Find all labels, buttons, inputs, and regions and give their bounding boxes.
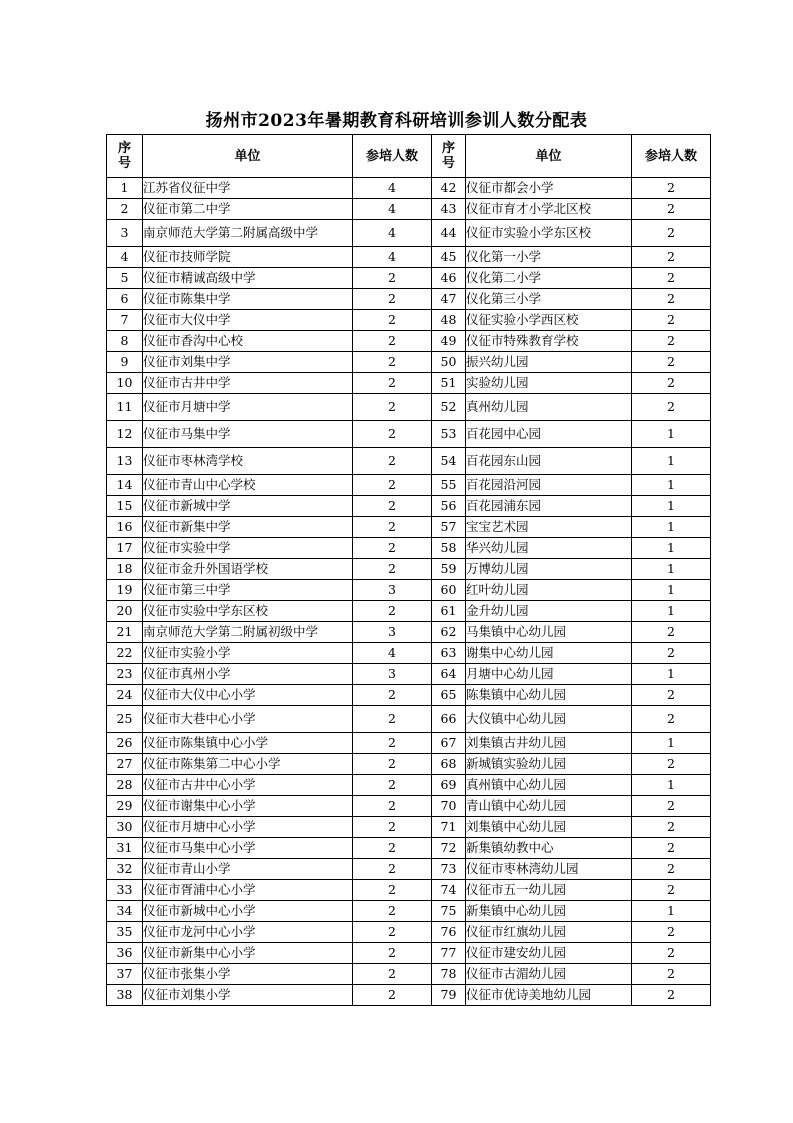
header-seq	[107, 135, 143, 178]
cell-seq: 73	[432, 859, 466, 880]
table-row	[107, 685, 711, 706]
cell-unit: 实验幼儿园	[466, 373, 632, 394]
cell-count: 2	[353, 796, 432, 817]
cell-seq: 43	[432, 199, 466, 220]
cell-count: 3	[353, 664, 432, 685]
cell-unit: 仪征市实验中学东区校	[143, 601, 353, 622]
cell-count: 2	[632, 817, 711, 838]
cell-unit: 南京师范大学第二附属初级中学	[143, 622, 353, 643]
cell-seq: 24	[107, 685, 143, 706]
table-row	[107, 268, 711, 289]
table-row	[107, 496, 711, 517]
cell-count: 1	[632, 601, 711, 622]
cell-unit: 真州幼儿园	[466, 394, 632, 421]
cell-unit: 月塘中心幼儿园	[466, 664, 632, 685]
cell-seq: 67	[432, 733, 466, 754]
cell-count: 2	[353, 517, 432, 538]
cell-unit: 仪征市青山中心学校	[143, 475, 353, 496]
cell-count: 2	[353, 601, 432, 622]
cell-seq: 30	[107, 817, 143, 838]
table-row	[107, 859, 711, 880]
cell-count: 2	[632, 331, 711, 352]
cell-unit: 仪征市马集中学	[143, 421, 353, 448]
cell-count: 2	[353, 880, 432, 901]
cell-seq: 78	[432, 964, 466, 985]
cell-count: 2	[353, 475, 432, 496]
cell-seq: 14	[107, 475, 143, 496]
cell-unit: 仪征市育才小学北区校	[466, 199, 632, 220]
cell-seq: 75	[432, 901, 466, 922]
cell-unit: 仪征市陈集镇中心小学	[143, 733, 353, 754]
cell-count: 2	[632, 622, 711, 643]
cell-unit: 仪征市新城中心小学	[143, 901, 353, 922]
cell-unit: 仪征市刘集中学	[143, 352, 353, 373]
cell-unit: 仪征市月塘中学	[143, 394, 353, 421]
cell-seq: 5	[107, 268, 143, 289]
cell-count: 2	[353, 817, 432, 838]
cell-unit: 江苏省仪征中学	[143, 178, 353, 199]
cell-seq: 48	[432, 310, 466, 331]
cell-unit: 仪征市优诗美地幼儿园	[466, 985, 632, 1006]
cell-seq: 60	[432, 580, 466, 601]
table-row	[107, 247, 711, 268]
cell-count: 1	[632, 517, 711, 538]
header-seq-top: 序	[117, 141, 131, 156]
cell-count: 2	[632, 880, 711, 901]
cell-seq: 11	[107, 394, 143, 421]
header-seq-bottom: 号	[441, 156, 455, 171]
cell-seq: 18	[107, 559, 143, 580]
cell-unit: 仪征市枣林湾幼儿园	[466, 859, 632, 880]
cell-count: 2	[632, 964, 711, 985]
table-row	[107, 289, 711, 310]
cell-count: 2	[353, 289, 432, 310]
cell-count: 2	[632, 685, 711, 706]
cell-seq: 44	[432, 220, 466, 247]
cell-unit: 新集镇幼教中心	[466, 838, 632, 859]
cell-seq: 35	[107, 922, 143, 943]
cell-unit: 仪征市龙河中心小学	[143, 922, 353, 943]
cell-unit: 仪征市都会小学	[466, 178, 632, 199]
cell-seq: 36	[107, 943, 143, 964]
table-row	[107, 985, 711, 1006]
table-row	[107, 331, 711, 352]
cell-count: 2	[632, 706, 711, 733]
cell-unit: 仪征市第二中学	[143, 199, 353, 220]
cell-unit: 仪征市大仪中学	[143, 310, 353, 331]
cell-unit: 仪征市枣林湾学校	[143, 448, 353, 475]
cell-unit: 百花园东山园	[466, 448, 632, 475]
cell-unit: 仪征市第三中学	[143, 580, 353, 601]
cell-count: 4	[353, 643, 432, 664]
table-row	[107, 559, 711, 580]
cell-seq: 79	[432, 985, 466, 1006]
cell-count: 1	[632, 538, 711, 559]
cell-count: 2	[353, 922, 432, 943]
cell-unit: 仪征市青山小学	[143, 859, 353, 880]
header-seq-top: 序	[441, 141, 455, 156]
cell-unit: 宝宝艺术园	[466, 517, 632, 538]
cell-seq: 25	[107, 706, 143, 733]
cell-unit: 新集镇中心幼儿园	[466, 901, 632, 922]
cell-seq: 17	[107, 538, 143, 559]
cell-count: 1	[632, 421, 711, 448]
cell-seq: 49	[432, 331, 466, 352]
cell-unit: 仪征市特殊教育学校	[466, 331, 632, 352]
table-row	[107, 964, 711, 985]
cell-count: 2	[632, 754, 711, 775]
cell-unit: 仪征市五一幼儿园	[466, 880, 632, 901]
cell-count: 1	[632, 448, 711, 475]
cell-count: 2	[353, 331, 432, 352]
cell-count: 2	[353, 538, 432, 559]
cell-seq: 7	[107, 310, 143, 331]
cell-count: 2	[353, 310, 432, 331]
table-row	[107, 580, 711, 601]
cell-unit: 刘集镇中心幼儿园	[466, 817, 632, 838]
cell-count: 2	[632, 178, 711, 199]
cell-unit: 仪征市刘集小学	[143, 985, 353, 1006]
cell-seq: 19	[107, 580, 143, 601]
cell-seq: 50	[432, 352, 466, 373]
cell-seq: 15	[107, 496, 143, 517]
table-row	[107, 475, 711, 496]
header-unit: 单位	[143, 135, 353, 178]
table-row	[107, 706, 711, 733]
cell-unit: 谢集中心幼儿园	[466, 643, 632, 664]
cell-seq: 16	[107, 517, 143, 538]
cell-count: 2	[353, 706, 432, 733]
cell-count: 2	[353, 685, 432, 706]
table-row	[107, 733, 711, 754]
cell-seq: 13	[107, 448, 143, 475]
table-row	[107, 817, 711, 838]
cell-count: 2	[632, 268, 711, 289]
cell-unit: 仪征市古井中心小学	[143, 775, 353, 796]
cell-seq: 65	[432, 685, 466, 706]
table-row	[107, 538, 711, 559]
cell-seq: 29	[107, 796, 143, 817]
cell-count: 2	[353, 559, 432, 580]
cell-count: 2	[632, 943, 711, 964]
cell-count: 2	[632, 199, 711, 220]
cell-unit: 仪征市精诚高级中学	[143, 268, 353, 289]
cell-unit: 仪征市红旗幼儿园	[466, 922, 632, 943]
cell-count: 2	[353, 901, 432, 922]
cell-seq: 2	[107, 199, 143, 220]
cell-unit: 仪征市大巷中心小学	[143, 706, 353, 733]
header-seq-bottom: 号	[117, 156, 131, 171]
cell-count: 1	[632, 475, 711, 496]
header-count: 参培人数	[353, 135, 432, 178]
cell-count: 1	[632, 559, 711, 580]
cell-count: 2	[632, 985, 711, 1006]
cell-unit: 华兴幼儿园	[466, 538, 632, 559]
cell-seq: 3	[107, 220, 143, 247]
cell-count: 4	[353, 199, 432, 220]
cell-seq: 26	[107, 733, 143, 754]
cell-unit: 仪征市马集中心小学	[143, 838, 353, 859]
cell-count: 2	[353, 838, 432, 859]
table-row	[107, 352, 711, 373]
cell-unit: 仪化第三小学	[466, 289, 632, 310]
cell-unit: 新城镇实验幼儿园	[466, 754, 632, 775]
cell-unit: 红叶幼儿园	[466, 580, 632, 601]
table-row	[107, 643, 711, 664]
cell-count: 2	[353, 421, 432, 448]
cell-seq: 58	[432, 538, 466, 559]
table-row	[107, 754, 711, 775]
cell-count: 2	[353, 733, 432, 754]
cell-count: 2	[632, 247, 711, 268]
cell-unit: 仪征市技师学院	[143, 247, 353, 268]
cell-count: 4	[353, 178, 432, 199]
table-row	[107, 796, 711, 817]
cell-seq: 70	[432, 796, 466, 817]
cell-count: 2	[353, 754, 432, 775]
cell-seq: 27	[107, 754, 143, 775]
cell-unit: 仪征市古井中学	[143, 373, 353, 394]
cell-unit: 仪征市金升外国语学校	[143, 559, 353, 580]
cell-unit: 刘集镇古井幼儿园	[466, 733, 632, 754]
cell-count: 1	[632, 733, 711, 754]
cell-unit: 仪征市大仪中心小学	[143, 685, 353, 706]
table-row	[107, 517, 711, 538]
cell-seq: 10	[107, 373, 143, 394]
cell-count: 2	[353, 775, 432, 796]
cell-seq: 62	[432, 622, 466, 643]
cell-seq: 28	[107, 775, 143, 796]
cell-unit: 仪化第二小学	[466, 268, 632, 289]
cell-seq: 8	[107, 331, 143, 352]
table-row	[107, 220, 711, 247]
cell-count: 2	[632, 922, 711, 943]
cell-seq: 74	[432, 880, 466, 901]
cell-unit: 仪征市香沟中心校	[143, 331, 353, 352]
cell-unit: 仪征市实验小学	[143, 643, 353, 664]
table-header-row	[107, 135, 711, 178]
table-row	[107, 622, 711, 643]
cell-seq: 72	[432, 838, 466, 859]
cell-seq: 46	[432, 268, 466, 289]
cell-count: 2	[353, 448, 432, 475]
cell-count: 2	[353, 943, 432, 964]
cell-count: 2	[632, 310, 711, 331]
cell-count: 2	[632, 643, 711, 664]
cell-count: 2	[632, 859, 711, 880]
cell-seq: 31	[107, 838, 143, 859]
cell-seq: 55	[432, 475, 466, 496]
cell-seq: 32	[107, 859, 143, 880]
cell-seq: 9	[107, 352, 143, 373]
cell-count: 2	[353, 985, 432, 1006]
table-row	[107, 199, 711, 220]
cell-unit: 仪征市月塘中心小学	[143, 817, 353, 838]
cell-unit: 真州镇中心幼儿园	[466, 775, 632, 796]
cell-seq: 59	[432, 559, 466, 580]
table-row	[107, 601, 711, 622]
cell-unit: 马集镇中心幼儿园	[466, 622, 632, 643]
cell-seq: 38	[107, 985, 143, 1006]
table-row	[107, 922, 711, 943]
cell-unit: 仪征市实验小学东区校	[466, 220, 632, 247]
cell-unit: 南京师范大学第二附属高级中学	[143, 220, 353, 247]
cell-seq: 52	[432, 394, 466, 421]
cell-count: 3	[353, 580, 432, 601]
cell-count: 2	[353, 859, 432, 880]
cell-seq: 71	[432, 817, 466, 838]
cell-count: 2	[353, 496, 432, 517]
cell-seq: 42	[432, 178, 466, 199]
cell-unit: 大仪镇中心幼儿园	[466, 706, 632, 733]
cell-count: 2	[632, 373, 711, 394]
cell-unit: 仪征市张集小学	[143, 964, 353, 985]
table-row	[107, 901, 711, 922]
table-row	[107, 880, 711, 901]
allocation-table	[106, 134, 711, 1006]
cell-seq: 61	[432, 601, 466, 622]
cell-seq: 77	[432, 943, 466, 964]
cell-unit: 仪征市实验中学	[143, 538, 353, 559]
cell-unit: 金升幼儿园	[466, 601, 632, 622]
cell-unit: 百花园中心园	[466, 421, 632, 448]
cell-count: 2	[353, 268, 432, 289]
cell-count: 3	[353, 622, 432, 643]
cell-unit: 仪征市古湄幼儿园	[466, 964, 632, 985]
cell-count: 1	[632, 775, 711, 796]
cell-count: 2	[632, 796, 711, 817]
table-row	[107, 178, 711, 199]
cell-count: 2	[353, 373, 432, 394]
cell-seq: 34	[107, 901, 143, 922]
cell-count: 4	[353, 247, 432, 268]
table-row	[107, 421, 711, 448]
cell-seq: 23	[107, 664, 143, 685]
cell-count: 1	[632, 664, 711, 685]
cell-count: 2	[632, 838, 711, 859]
cell-unit: 仪征市新集中学	[143, 517, 353, 538]
cell-unit: 振兴幼儿园	[466, 352, 632, 373]
cell-unit: 仪征市新集中心小学	[143, 943, 353, 964]
cell-count: 2	[632, 352, 711, 373]
cell-unit: 青山镇中心幼儿园	[466, 796, 632, 817]
cell-seq: 20	[107, 601, 143, 622]
cell-seq: 1	[107, 178, 143, 199]
table-row	[107, 943, 711, 964]
cell-seq: 4	[107, 247, 143, 268]
table-row	[107, 775, 711, 796]
cell-seq: 53	[432, 421, 466, 448]
cell-seq: 64	[432, 664, 466, 685]
cell-count: 2	[353, 964, 432, 985]
cell-seq: 69	[432, 775, 466, 796]
cell-seq: 66	[432, 706, 466, 733]
cell-seq: 56	[432, 496, 466, 517]
table-row	[107, 838, 711, 859]
cell-seq: 37	[107, 964, 143, 985]
cell-unit: 陈集镇中心幼儿园	[466, 685, 632, 706]
table-row	[107, 448, 711, 475]
cell-seq: 76	[432, 922, 466, 943]
cell-unit: 仪征市真州小学	[143, 664, 353, 685]
cell-unit: 仪征市陈集中学	[143, 289, 353, 310]
cell-count: 1	[632, 901, 711, 922]
cell-unit: 百花园浦东园	[466, 496, 632, 517]
table-row	[107, 664, 711, 685]
cell-seq: 57	[432, 517, 466, 538]
cell-seq: 22	[107, 643, 143, 664]
cell-unit: 仪征实验小学西区校	[466, 310, 632, 331]
cell-seq: 47	[432, 289, 466, 310]
cell-count: 2	[353, 394, 432, 421]
cell-count: 1	[632, 580, 711, 601]
cell-unit: 仪征市新城中学	[143, 496, 353, 517]
cell-count: 2	[632, 394, 711, 421]
cell-count: 1	[632, 496, 711, 517]
cell-count: 2	[632, 289, 711, 310]
cell-seq: 21	[107, 622, 143, 643]
cell-seq: 33	[107, 880, 143, 901]
header-count: 参培人数	[632, 135, 711, 178]
cell-unit: 仪化第一小学	[466, 247, 632, 268]
cell-seq: 12	[107, 421, 143, 448]
cell-unit: 仪征市胥浦中心小学	[143, 880, 353, 901]
cell-count: 2	[632, 220, 711, 247]
header-seq	[432, 135, 466, 178]
table-row	[107, 310, 711, 331]
cell-seq: 45	[432, 247, 466, 268]
page-title: 扬州市2023年暑期教育科研培训参训人数分配表	[205, 111, 588, 131]
cell-unit: 仪征市谢集中心小学	[143, 796, 353, 817]
cell-seq: 6	[107, 289, 143, 310]
table-row	[107, 394, 711, 421]
cell-count: 2	[353, 352, 432, 373]
cell-seq: 51	[432, 373, 466, 394]
cell-seq: 68	[432, 754, 466, 775]
cell-unit: 百花园沿河园	[466, 475, 632, 496]
cell-unit: 万博幼儿园	[466, 559, 632, 580]
cell-seq: 63	[432, 643, 466, 664]
header-unit: 单位	[466, 135, 632, 178]
table-row	[107, 373, 711, 394]
cell-seq: 54	[432, 448, 466, 475]
cell-count: 4	[353, 220, 432, 247]
cell-unit: 仪征市陈集第二中心小学	[143, 754, 353, 775]
cell-unit: 仪征市建安幼儿园	[466, 943, 632, 964]
